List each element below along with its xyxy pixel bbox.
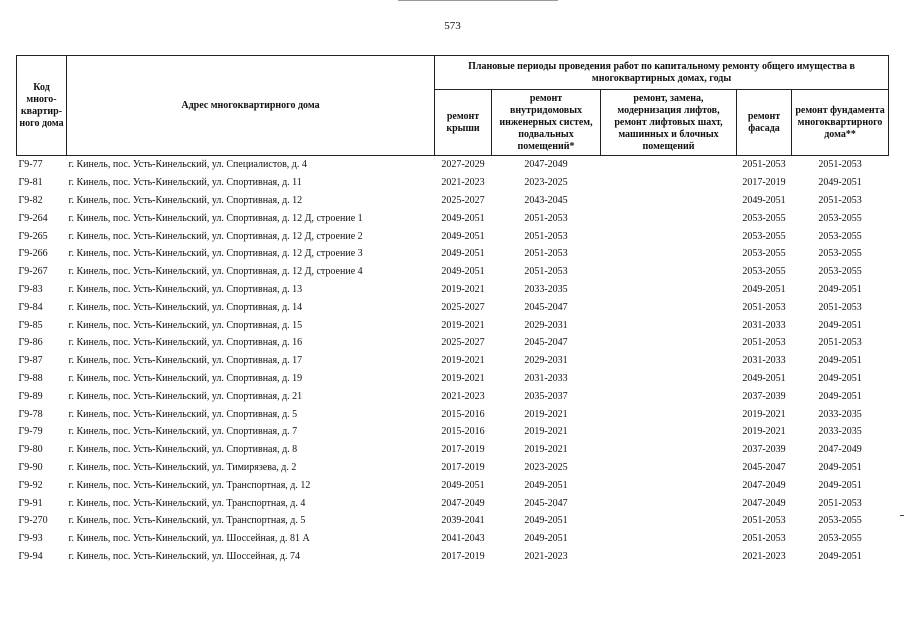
cell-code: Г9-78 bbox=[18, 408, 43, 420]
table-row bbox=[17, 156, 889, 174]
cell-engineering: 2045-2047 bbox=[524, 337, 568, 349]
cell-engineering: 2051-2053 bbox=[524, 212, 568, 224]
cell-address: г. Кинель, пос. Усть-Кинельский, ул. Транспортная, д. 4 bbox=[68, 497, 306, 509]
cell-elevators bbox=[601, 530, 737, 548]
cell-roof: 2017-2019 bbox=[441, 461, 485, 473]
cell-elevators bbox=[601, 281, 737, 299]
cell-roof: 2021-2023 bbox=[441, 390, 485, 402]
cell-elevators bbox=[601, 405, 737, 423]
header-foundation: ремонт фундамента многоквартирного дома** bbox=[792, 90, 889, 156]
cell-foundation: 2053-2055 bbox=[818, 230, 862, 242]
cell-engineering: 2023-2025 bbox=[524, 461, 568, 473]
cell-roof: 2049-2051 bbox=[441, 479, 485, 491]
cell-code: Г9-264 bbox=[18, 212, 48, 224]
cell-address: г. Кинель, пос. Усть-Кинельский, ул. Спортивная, д. 7 bbox=[68, 426, 298, 438]
cell-engineering: 2021-2023 bbox=[524, 550, 568, 562]
cell-elevators bbox=[601, 441, 737, 459]
cell-foundation: 2049-2051 bbox=[818, 550, 862, 562]
cell-elevators bbox=[601, 494, 737, 512]
cell-address: г. Кинель, пос. Усть-Кинельский, ул. Специалистов, д. 4 bbox=[68, 159, 307, 171]
cell-code: Г9-77 bbox=[18, 159, 43, 171]
cell-facade: 2053-2055 bbox=[742, 212, 786, 224]
cell-elevators bbox=[601, 370, 737, 388]
cell-roof: 2017-2019 bbox=[441, 444, 485, 456]
cell-code: Г9-87 bbox=[18, 355, 43, 367]
cell-code: Г9-83 bbox=[18, 283, 43, 295]
cell-foundation: 2049-2051 bbox=[818, 372, 862, 384]
table-row bbox=[17, 370, 889, 388]
cell-code: Г9-88 bbox=[18, 372, 43, 384]
cell-facade: 2051-2053 bbox=[742, 515, 786, 527]
header-address: Адрес многоквартирного дома bbox=[67, 56, 435, 156]
cell-engineering: 2051-2053 bbox=[524, 230, 568, 242]
cell-engineering: 2019-2021 bbox=[524, 426, 568, 438]
cell-elevators bbox=[601, 316, 737, 334]
cell-elevators bbox=[601, 227, 737, 245]
cell-engineering: 2029-2031 bbox=[524, 355, 568, 367]
cell-elevators bbox=[601, 512, 737, 530]
cell-facade: 2017-2019 bbox=[742, 177, 786, 189]
cell-address: г. Кинель, пос. Усть-Кинельский, ул. Спортивная, д. 21 bbox=[68, 390, 303, 402]
cell-roof: 2047-2049 bbox=[441, 497, 485, 509]
cell-facade: 2047-2049 bbox=[742, 497, 786, 509]
cell-facade: 2031-2033 bbox=[742, 319, 786, 331]
table-row bbox=[17, 405, 889, 423]
cell-engineering: 2049-2051 bbox=[524, 515, 568, 527]
cell-elevators bbox=[601, 387, 737, 405]
cell-foundation: 2049-2051 bbox=[818, 177, 862, 189]
cell-elevators bbox=[601, 263, 737, 281]
cell-roof: 2019-2021 bbox=[441, 319, 485, 331]
table-body bbox=[17, 156, 889, 566]
cell-foundation: 2051-2053 bbox=[818, 337, 862, 349]
cell-foundation: 2053-2055 bbox=[818, 212, 862, 224]
table-row bbox=[17, 192, 889, 210]
cell-engineering: 2043-2045 bbox=[524, 194, 568, 206]
cell-facade: 2051-2053 bbox=[742, 159, 786, 171]
cell-foundation: 2049-2051 bbox=[818, 479, 862, 491]
cell-engineering: 2049-2051 bbox=[524, 533, 568, 545]
table-row bbox=[17, 334, 889, 352]
cell-roof: 2049-2051 bbox=[441, 230, 485, 242]
cell-address: г. Кинель, пос. Усть-Кинельский, ул. Спортивная, д. 16 bbox=[68, 337, 303, 349]
table-row bbox=[17, 494, 889, 512]
cell-address: г. Кинель, пос. Усть-Кинельский, ул. Спортивная, д. 13 bbox=[68, 283, 303, 295]
cell-address: г. Кинель, пос. Усть-Кинельский, ул. Спортивная, д. 11 bbox=[68, 177, 302, 189]
cell-address: г. Кинель, пос. Усть-Кинельский, ул. Спортивная, д. 12 Д, строение 4 bbox=[68, 266, 363, 278]
cell-roof: 2015-2016 bbox=[441, 408, 485, 420]
cell-code: Г9-90 bbox=[18, 461, 43, 473]
cell-facade: 2049-2051 bbox=[742, 194, 786, 206]
cell-foundation: 2053-2055 bbox=[818, 533, 862, 545]
cell-foundation: 2053-2055 bbox=[818, 515, 862, 527]
cell-code: Г9-79 bbox=[18, 426, 43, 438]
cell-elevators bbox=[601, 174, 737, 192]
cell-engineering: 2019-2021 bbox=[524, 444, 568, 456]
capital-repair-table bbox=[16, 55, 889, 565]
cell-code: Г9-266 bbox=[18, 248, 48, 260]
cell-engineering: 2049-2051 bbox=[524, 479, 568, 491]
cell-roof: 2027-2029 bbox=[441, 159, 485, 171]
table-row bbox=[17, 530, 889, 548]
cell-engineering: 2045-2047 bbox=[524, 301, 568, 313]
cell-elevators bbox=[601, 156, 737, 174]
cell-roof: 2025-2027 bbox=[441, 194, 485, 206]
cell-roof: 2039-2041 bbox=[441, 515, 485, 527]
cell-facade: 2037-2039 bbox=[742, 444, 786, 456]
cell-elevators bbox=[601, 192, 737, 210]
cell-foundation: 2051-2053 bbox=[818, 301, 862, 313]
header-facade: ремонт фасада bbox=[737, 90, 792, 156]
header-planned-periods: Плановые периоды проведения работ по капитальному ремонту общего имущества в многоквартирных домах, годы bbox=[435, 56, 889, 90]
table-row bbox=[17, 459, 889, 477]
cell-address: г. Кинель, пос. Усть-Кинельский, ул. Транспортная, д. 5 bbox=[68, 515, 306, 527]
cell-foundation: 2053-2055 bbox=[818, 248, 862, 260]
cell-engineering: 2051-2053 bbox=[524, 266, 568, 278]
cell-code: Г9-91 bbox=[18, 497, 43, 509]
cell-facade: 2045-2047 bbox=[742, 461, 786, 473]
cell-address: г. Кинель, пос. Усть-Кинельский, ул. Спортивная, д. 19 bbox=[68, 372, 303, 384]
cell-code: Г9-265 bbox=[18, 230, 48, 242]
cell-foundation: 2049-2051 bbox=[818, 390, 862, 402]
cell-foundation: 2049-2051 bbox=[818, 355, 862, 367]
cell-facade: 2053-2055 bbox=[742, 230, 786, 242]
cell-facade: 2019-2021 bbox=[742, 408, 786, 420]
cell-address: г. Кинель, пос. Усть-Кинельский, ул. Транспортная, д. 12 bbox=[68, 479, 311, 491]
cell-address: г. Кинель, пос. Усть-Кинельский, ул. Спортивная, д. 12 bbox=[68, 194, 303, 206]
cell-roof: 2021-2023 bbox=[441, 177, 485, 189]
header-elevators: ремонт, замена, модернизация лифтов, ремонт лифтовых шахт, машинных и блочных помещений bbox=[601, 90, 737, 156]
table-row bbox=[17, 281, 889, 299]
cell-address: г. Кинель, пос. Усть-Кинельский, ул. Спортивная, д. 14 bbox=[68, 301, 303, 313]
cell-address: г. Кинель, пос. Усть-Кинельский, ул. Спортивная, д. 8 bbox=[68, 444, 298, 456]
cell-elevators bbox=[601, 476, 737, 494]
cell-facade: 2053-2055 bbox=[742, 266, 786, 278]
cell-engineering: 2019-2021 bbox=[524, 408, 568, 420]
table-row bbox=[17, 548, 889, 566]
cell-foundation: 2033-2035 bbox=[818, 426, 862, 438]
cell-roof: 2049-2051 bbox=[441, 212, 485, 224]
header-row-group bbox=[17, 56, 889, 90]
cell-address: г. Кинель, пос. Усть-Кинельский, ул. Спортивная, д. 12 Д, строение 3 bbox=[68, 248, 363, 260]
table-row bbox=[17, 512, 889, 530]
cell-roof: 2041-2043 bbox=[441, 533, 485, 545]
table-row bbox=[17, 441, 889, 459]
cell-facade: 2049-2051 bbox=[742, 372, 786, 384]
cell-code: Г9-86 bbox=[18, 337, 43, 349]
cell-foundation: 2049-2051 bbox=[818, 461, 862, 473]
table-row bbox=[17, 476, 889, 494]
cell-engineering: 2051-2053 bbox=[524, 248, 568, 260]
cell-facade: 2031-2033 bbox=[742, 355, 786, 367]
cell-foundation: 2051-2053 bbox=[818, 194, 862, 206]
cell-foundation: 2053-2055 bbox=[818, 266, 862, 278]
cell-elevators bbox=[601, 209, 737, 227]
header-engineering: ремонт внутридомовых инженерных систем, подвальных помещений* bbox=[492, 90, 601, 156]
cell-facade: 2053-2055 bbox=[742, 248, 786, 260]
cell-facade: 2051-2053 bbox=[742, 533, 786, 545]
cell-address: г. Кинель, пос. Усть-Кинельский, ул. Спортивная, д. 5 bbox=[68, 408, 298, 420]
cell-foundation: 2049-2051 bbox=[818, 319, 862, 331]
page-number: 573 bbox=[444, 20, 461, 32]
header-roof: ремонт крыши bbox=[435, 90, 492, 156]
table-row bbox=[17, 227, 889, 245]
cell-code: Г9-93 bbox=[18, 533, 43, 545]
cell-elevators bbox=[601, 459, 737, 477]
cell-foundation: 2033-2035 bbox=[818, 408, 862, 420]
cell-code: Г9-81 bbox=[18, 177, 43, 189]
cell-engineering: 2047-2049 bbox=[524, 159, 568, 171]
top-rule bbox=[398, 0, 558, 1]
cell-elevators bbox=[601, 298, 737, 316]
cell-engineering: 2023-2025 bbox=[524, 177, 568, 189]
cell-foundation: 2051-2053 bbox=[818, 159, 862, 171]
cell-code: Г9-94 bbox=[18, 550, 43, 562]
cell-elevators bbox=[601, 423, 737, 441]
cell-roof: 2017-2019 bbox=[441, 550, 485, 562]
table-row bbox=[17, 174, 889, 192]
cell-engineering: 2033-2035 bbox=[524, 283, 568, 295]
cell-address: г. Кинель, пос. Усть-Кинельский, ул. Тимирязева, д. 2 bbox=[68, 461, 297, 473]
cell-engineering: 2035-2037 bbox=[524, 390, 568, 402]
cell-code: Г9-85 bbox=[18, 319, 43, 331]
cell-facade: 2049-2051 bbox=[742, 283, 786, 295]
cell-facade: 2021-2023 bbox=[742, 550, 786, 562]
cell-facade: 2051-2053 bbox=[742, 337, 786, 349]
cell-address: г. Кинель, пос. Усть-Кинельский, ул. Шоссейная, д. 81 А bbox=[68, 533, 310, 545]
cell-roof: 2015-2016 bbox=[441, 426, 485, 438]
cell-roof: 2025-2027 bbox=[441, 301, 485, 313]
table-row bbox=[17, 298, 889, 316]
cell-code: Г9-92 bbox=[18, 479, 43, 491]
cell-foundation: 2051-2053 bbox=[818, 497, 862, 509]
cell-facade: 2019-2021 bbox=[742, 426, 786, 438]
cell-code: Г9-84 bbox=[18, 301, 43, 313]
cell-engineering: 2029-2031 bbox=[524, 319, 568, 331]
cell-address: г. Кинель, пос. Усть-Кинельский, ул. Спортивная, д. 15 bbox=[68, 319, 303, 331]
cell-roof: 2019-2021 bbox=[441, 355, 485, 367]
cell-code: Г9-80 bbox=[18, 444, 43, 456]
table-row bbox=[17, 263, 889, 281]
table-row bbox=[17, 387, 889, 405]
cell-roof: 2049-2051 bbox=[441, 266, 485, 278]
table-row bbox=[17, 316, 889, 334]
cell-elevators bbox=[601, 334, 737, 352]
edge-mark bbox=[900, 515, 904, 516]
cell-foundation: 2047-2049 bbox=[818, 444, 862, 456]
cell-roof: 2049-2051 bbox=[441, 248, 485, 260]
cell-elevators bbox=[601, 352, 737, 370]
cell-foundation: 2049-2051 bbox=[818, 283, 862, 295]
cell-roof: 2019-2021 bbox=[441, 372, 485, 384]
cell-elevators bbox=[601, 548, 737, 566]
cell-address: г. Кинель, пос. Усть-Кинельский, ул. Спортивная, д. 17 bbox=[68, 355, 303, 367]
cell-code: Г9-82 bbox=[18, 194, 43, 206]
cell-roof: 2019-2021 bbox=[441, 283, 485, 295]
cell-code: Г9-270 bbox=[18, 515, 48, 527]
table-row bbox=[17, 209, 889, 227]
cell-address: г. Кинель, пос. Усть-Кинельский, ул. Шоссейная, д. 74 bbox=[68, 550, 300, 562]
cell-address: г. Кинель, пос. Усть-Кинельский, ул. Спортивная, д. 12 Д, строение 2 bbox=[68, 230, 363, 242]
cell-address: г. Кинель, пос. Усть-Кинельский, ул. Спортивная, д. 12 Д, строение 1 bbox=[68, 212, 363, 224]
cell-code: Г9-89 bbox=[18, 390, 43, 402]
table-row bbox=[17, 423, 889, 441]
cell-facade: 2037-2039 bbox=[742, 390, 786, 402]
cell-roof: 2025-2027 bbox=[441, 337, 485, 349]
header-code: Код много-квартир-ного дома bbox=[17, 56, 67, 156]
cell-code: Г9-267 bbox=[18, 266, 48, 278]
table-row bbox=[17, 352, 889, 370]
cell-engineering: 2031-2033 bbox=[524, 372, 568, 384]
cell-facade: 2051-2053 bbox=[742, 301, 786, 313]
table-row bbox=[17, 245, 889, 263]
cell-facade: 2047-2049 bbox=[742, 479, 786, 491]
cell-engineering: 2045-2047 bbox=[524, 497, 568, 509]
cell-elevators bbox=[601, 245, 737, 263]
